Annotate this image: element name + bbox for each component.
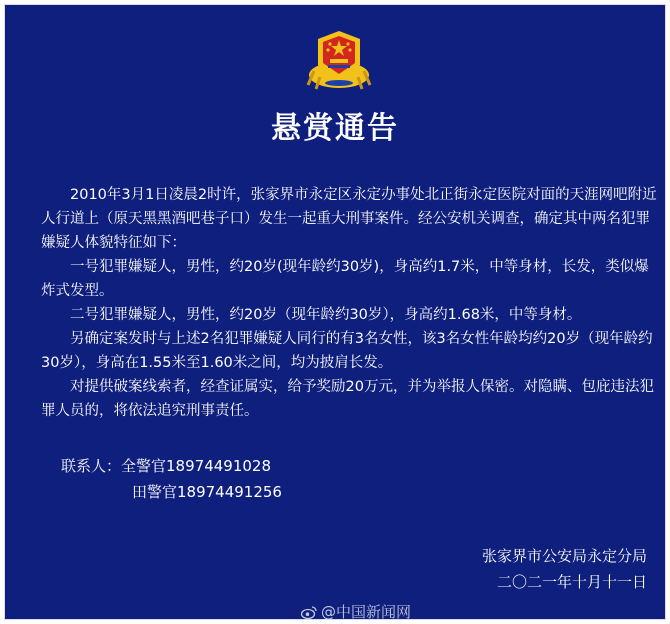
contact-2: 田警官18974491256 [132,483,282,501]
paragraph-reward: 对提供破案线索者，经查证属实，给予奖励20万元，并为举报人保密。对隐瞒、包庇违法犯罪人员的，将依法追究刑事责任。 [41,379,654,419]
contact-row-2 [61,479,282,505]
watermark [301,601,411,622]
paragraph-suspect-1: 一号犯罪嫌疑人，男性，约20岁(现年龄约30岁)，身高约1.7米，中等身材，长发，类似爆炸式发型。 [41,259,649,299]
watermark-text: @中国新闻网 [321,603,412,621]
weibo-icon [301,605,317,619]
contact-block [61,453,282,505]
paragraph-companions: 另确定案发时与上述2名犯罪嫌疑人同行的有3名女性，该3名女性年龄均约20岁（现年龄约30岁），身高在1.55米至1.60米之间，均为披肩长发。 [41,331,653,371]
contact-1: 全警官18974491028 [121,457,271,475]
contact-row-1 [61,453,282,479]
notice-title: 悬赏通告 [271,111,399,146]
paragraph-suspect-2: 二号犯罪嫌疑人，男性，约20岁（现年龄约30岁），身高约1.68米，中等身材。 [70,307,582,323]
notice-body [41,183,657,423]
signature-block [482,543,647,595]
contact-label: 联系人： [61,457,122,475]
paragraph-incident: 2010年3月1日凌晨2时许，张家界市永定区永定办事处北正街永定医院对面的天涯网吧附近人行道上（原天黑黑酒吧巷子口）发生一起重大刑事案件。经公安机关调查，确定其中两名犯罪嫌疑人体貌特征如下： [41,187,657,251]
notice-poster [4,4,666,620]
issuing-organization: 张家界市公安局永定分局 [481,547,647,565]
police-emblem-icon [306,27,372,93]
issue-date: 二〇二一年十月十一日 [496,573,647,591]
